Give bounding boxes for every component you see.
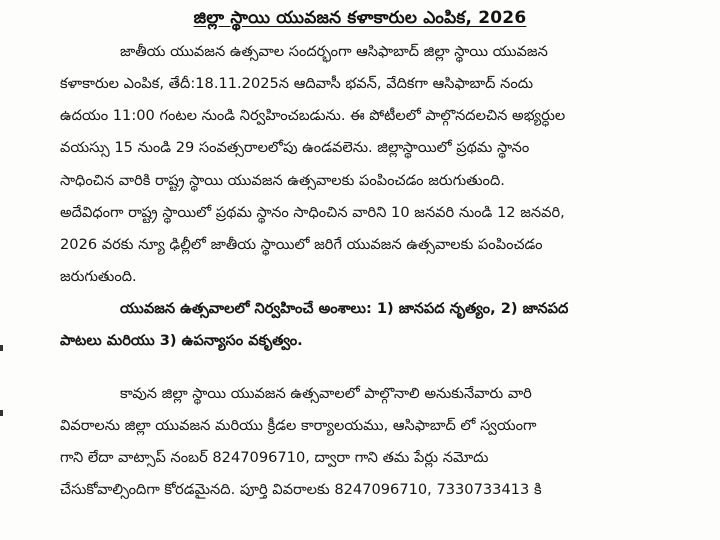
paragraph-3-line-2: వివరాలను జిల్లా యువజన మరియు క్రీడల కార్యాలయము, ఆసిఫాబాద్ లో స్వయంగా — [60, 417, 537, 434]
scan-mark — [0, 345, 3, 351]
paragraph-3-line-4: చేసుకోవాల్సిందిగా కోరడమైనది. పూర్తి వివరాలకు 8247096710, 7330733413 కి — [60, 481, 542, 498]
paragraph-2-line-2: పాటలు మరియు 3) ఉపన్యాసం వకృత్వం. — [60, 332, 303, 349]
paragraph-1-line-2: కళాకారుల ఎంపిక, తేదీ:18.11.2025న ఆదివాసీ భవన్, వేదికగా ఆసిఫాబాద్ నందు — [60, 75, 534, 92]
paragraph-2-line-1: యువజన ఉత్సవాలలో నిర్వహించే అంశాలు: 1) జానపద నృత్యం, 2) జానపద — [120, 300, 569, 317]
paragraph-1-line-1: జాతీయ యువజన ఉత్సవాల సందర్భంగా ఆసిఫాబాద్ జిల్లా స్థాయి యువజన — [120, 43, 548, 60]
paragraph-3-line-1: కావున జిల్లా స్థాయి యువజన ఉత్సవాలలో పాల్గొనాలి అనుకునేవారు వారి — [120, 385, 532, 402]
scan-mark — [0, 410, 3, 416]
paragraph-1-line-4: వయస్సు 15 నుండి 29 సంవత్సరాలలోపు ఉండవలెను. జిల్లాస్థాయిలో ప్రథమ స్థానం — [60, 139, 530, 156]
paragraph-1-line-5: సాధించిన వారికి రాష్ట్ర స్థాయి యువజన ఉత్సవాలకు పంపించడం జరుగుతుంది. — [60, 172, 505, 189]
paragraph-1-line-7: 2026 వరకు న్యూ ఢిల్లీలో జాతీయ స్థాయిలో జరిగే యువజన ఉత్సవాలకు పంపించడం — [60, 236, 543, 253]
paragraph-1-line-3: ఉదయం 11:00 గంటల నుండి నిర్వహించబడును. ఈ పోటీలలో పాల్గొనదలచిన అభ్యర్ధుల — [60, 107, 566, 124]
paragraph-3-line-3: గాని లేదా వాట్సాప్ నంబర్ 8247096710, ద్వారా గాని తమ పేర్లు నమోదు — [60, 449, 489, 466]
paragraph-1-line-8: జరుగుతుంది. — [60, 268, 137, 285]
paragraph-1-line-6: అదేవిధంగా రాష్ట్ర స్థాయిలో ప్రథమ స్థానం సాధించిన వారిని 10 జనవరి నుండి 12 జనవరి, — [60, 204, 565, 221]
document-title: జిల్లా స్థాయి యువజన కళాకారుల ఎంపిక, 2026 — [193, 8, 527, 28]
